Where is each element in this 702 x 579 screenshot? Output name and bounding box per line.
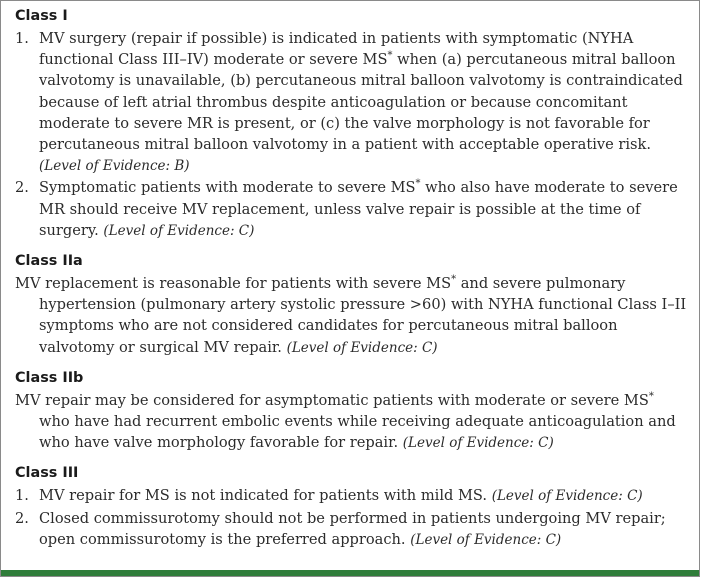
class-iia-paragraph [15,273,689,359]
list-item [15,508,689,551]
footnote-mark: * [415,178,421,190]
para-text-cont: and severe pulmonary hypertension (pulmonary artery systolic pressure >60) with NYHA functional Class I–II symptoms who are not considered candidates for percutaneous mitral balloon valvotomy or surgical MV repair. [39,275,687,356]
class-iib-heading: Class IIb [15,369,84,386]
accent-bar [1,570,699,576]
para-text: MV repair may be considered for asymptomatic patients with moderate or severe MS [15,391,649,409]
item-text: MV surgery (repair if possible) is indicated in patients with symptomatic (NYHA functional Class III–IV) moderate or severe MS [39,30,634,69]
footnote-mark: * [387,50,393,62]
level-of-evidence: (Level of Evidence: C) [402,435,554,452]
class-iia-heading: Class IIa [15,253,83,270]
item-text: MV repair for MS is not indicated for patients with mild MS. [39,487,492,505]
item-number: 2. [15,179,29,197]
item-text: Symptomatic patients with moderate to severe MS [39,179,416,197]
list-item [15,485,689,507]
item-text: Closed commissurotomy should not be performed in patients undergoing MV repair; open commissurotomy is the preferred approach. [39,509,666,548]
level-of-evidence: (Level of Evidence: C) [103,222,255,239]
item-number: 2. [15,509,29,527]
class-i-heading: Class I [15,8,68,24]
class-i-list [15,28,689,242]
footnote-mark: * [648,390,654,402]
level-of-evidence: (Level of Evidence: B) [39,158,190,175]
para-text-cont: who have had recurrent embolic events while receiving adequate anticoagulation and who have valve morphology favorable for repair. [39,413,676,452]
class-iib-paragraph [15,390,689,455]
item-text-cont: who also have moderate to severe MR should receive MV replacement, unless valve repair is possible at the time of surgery. [39,179,678,239]
recommendations-content [1,1,699,551]
level-of-evidence: (Level of Evidence: C) [491,488,643,505]
list-item [15,177,689,242]
footnote-mark: * [451,274,457,286]
item-text-cont: when (a) percutaneous mitral balloon valvotomy is unavailable, (b) percutaneous mitral balloon valvotomy is contraindicated because of left atrial thrombus despite anticoagulation or because concomitant moderate to severe MR is present, or (c) the valve morphology is not favorable for percutaneous mitral balloon valvotomy in a patient with acceptable operative risk. [39,51,683,154]
level-of-evidence: (Level of Evidence: C) [410,531,562,548]
class-iii-list [15,485,689,551]
item-number: 1. [15,487,29,505]
class-iii-heading: Class III [15,465,79,482]
list-item [15,28,689,177]
level-of-evidence: (Level of Evidence: C) [286,339,438,356]
item-number: 1. [15,30,29,47]
para-text: MV replacement is reasonable for patients with severe MS [15,275,452,293]
